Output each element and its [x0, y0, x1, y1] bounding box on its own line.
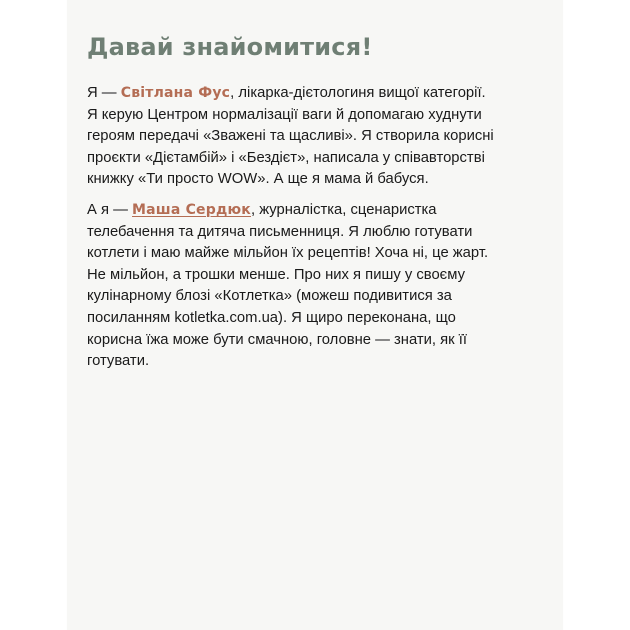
intro-suffix: , журналістка, сценаристка — [251, 202, 437, 218]
book-page — [67, 0, 563, 630]
intro-prefix: Я — — [87, 85, 121, 101]
paragraph-line: котлети і маю майже мільйон їх рецептів! Хоча ні, це жарт. — [87, 245, 489, 262]
paragraph-line: книжку «Ти просто WOW». А ще я мама й бабуся. — [87, 171, 429, 188]
paragraph-line: корисна їжа може бути смачною, головне — знати, як її — [87, 331, 467, 348]
paragraph-line: телебачення та дитяча письменниця. Я люблю готувати — [87, 223, 473, 240]
paragraph-line: готувати. — [87, 353, 150, 370]
page-title: Давай знайомитися! — [87, 33, 373, 61]
author-name-masha: Маша Сердюк — [132, 202, 251, 218]
intro-prefix: А я — — [87, 202, 133, 218]
paragraph-line: посиланням kotletka.com.ua). Я щиро переконана, що — [87, 309, 456, 326]
paragraph-line: героям передачі «Зважені та щасливі». Я створила корисні — [87, 128, 494, 145]
paragraph-line: Я керую Центром нормалізації ваги й допомагаю худнути — [87, 106, 482, 123]
paragraph-line: Не мільйон, а трошки менше. Про них я пишу у своєму — [87, 266, 465, 283]
author-name-svitlana: Світлана Фус — [120, 85, 231, 101]
paragraph-line — [87, 83, 563, 105]
paragraph-masha — [87, 200, 563, 373]
paragraph-svitlana — [87, 83, 563, 191]
paragraph-line — [87, 200, 563, 222]
intro-suffix: , лікарка-дієтологиня вищої категорії. — [230, 85, 486, 101]
paragraph-line: кулінарному блозі «Котлетка» (можеш подивитися за — [87, 288, 452, 305]
paragraph-line: проєкти «Дієтамбій» і «Бездієт», написала у співавторстві — [87, 149, 485, 166]
